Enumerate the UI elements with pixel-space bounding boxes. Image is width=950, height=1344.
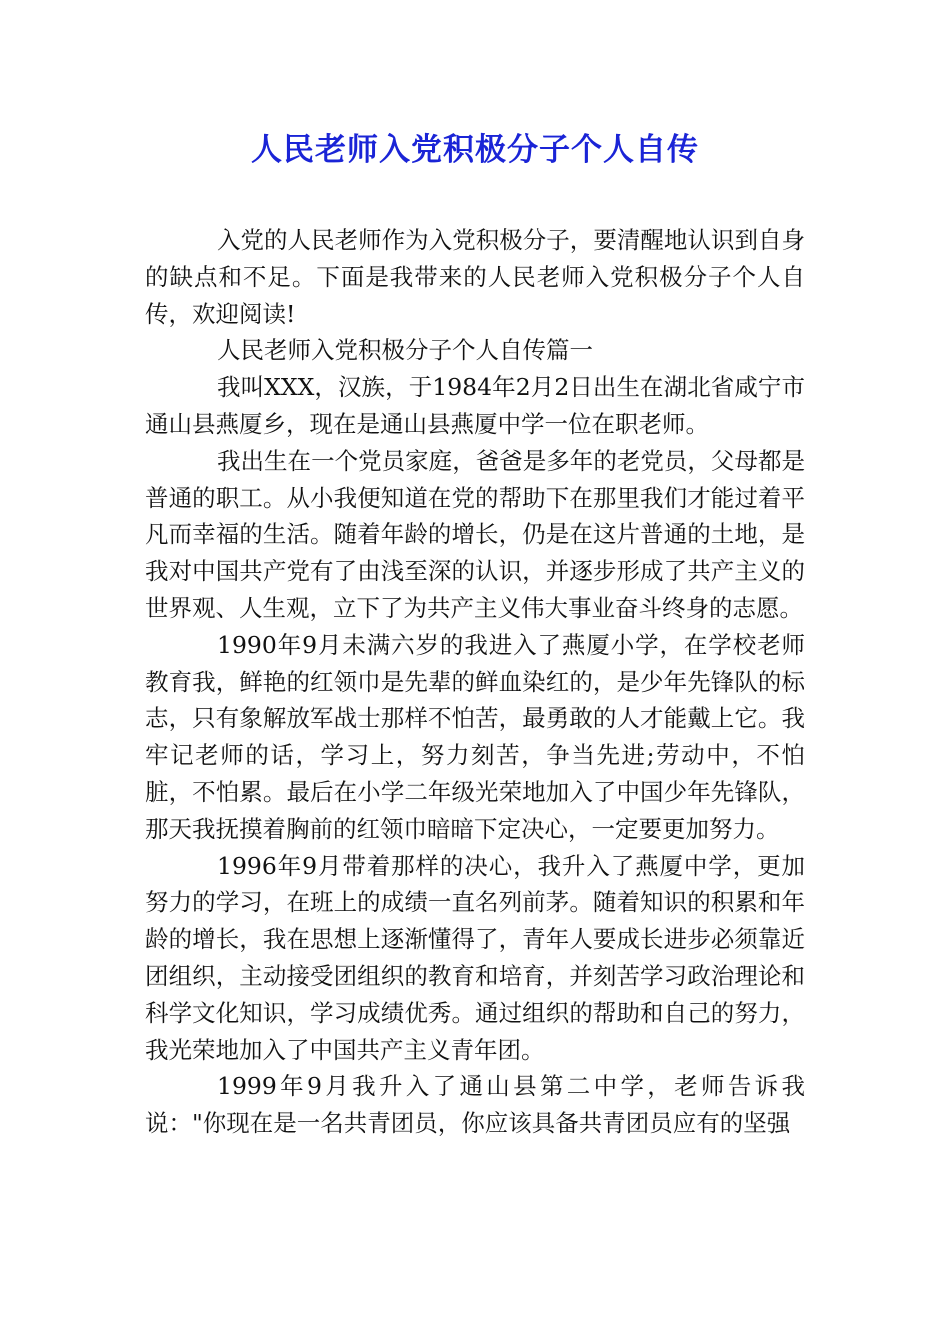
paragraph-middle-school: 1996年9月带着那样的决心，我升入了燕厦中学，更加努力的学习，在班上的成绩一直名列前茅。随着知识的积累和年龄的增长，我在思想上逐渐懂得了，青年人要成长进步必须靠近团组织，主动接受团组织的教育和培育，并刻苦学习政治理论和科学文化知识，学习成绩优秀。通过组织的帮助和自己的努力，我光荣地加入了中国共产主义青年团。 bbox=[145, 851, 805, 1064]
document-body bbox=[145, 222, 805, 1142]
paragraph-high-school: 1999年9月我升入了通山县第二中学，老师告诉我说："你现在是一名共青团员，你应该具备共青团员应有的坚强 bbox=[145, 1072, 805, 1138]
document-title: 人民老师入党积极分子个人自传 bbox=[251, 132, 699, 168]
paragraph-intro: 入党的人民老师作为入党积极分子，要清醒地认识到自身的缺点和不足。下面是我带来的人民老师入党积极分子个人自传，欢迎阅读! bbox=[145, 226, 805, 328]
paragraph-family: 我出生在一个党员家庭，爸爸是多年的老党员，父母都是普通的职工。从小我便知道在党的帮助下在那里我们才能过着平凡而幸福的生活。随着年龄的增长，仍是在这片普通的土地，是我对中国共产党有了由浅至深的认识，并逐步形成了共产主义的世界观、人生观，立下了为共产主义伟大事业奋斗终身的志愿。 bbox=[145, 446, 805, 622]
section-heading: 人民老师入党积极分子个人自传篇一 bbox=[217, 336, 593, 365]
paragraph-basic-info: 我叫XXX，汉族，于1984年2月2日出生在湖北省咸宁市通山县燕厦乡，现在是通山县燕厦中学一位在职老师。 bbox=[145, 373, 805, 438]
paragraph-primary-school: 1990年9月未满六岁的我进入了燕厦小学，在学校老师教育我，鲜艳的红领巾是先辈的鲜血染红的，是少年先锋队的标志，只有象解放军战士那样不怕苦，最勇敢的人才能戴上它。我牢记老师的话，学习上，努力刻苦，争当先进;劳动中，不怕脏，不怕累。最后在小学二年级光荣地加入了中国少年先锋队，那天我抚摸着胸前的红领巾暗暗下定决心，一定要更加努力。 bbox=[145, 630, 805, 843]
